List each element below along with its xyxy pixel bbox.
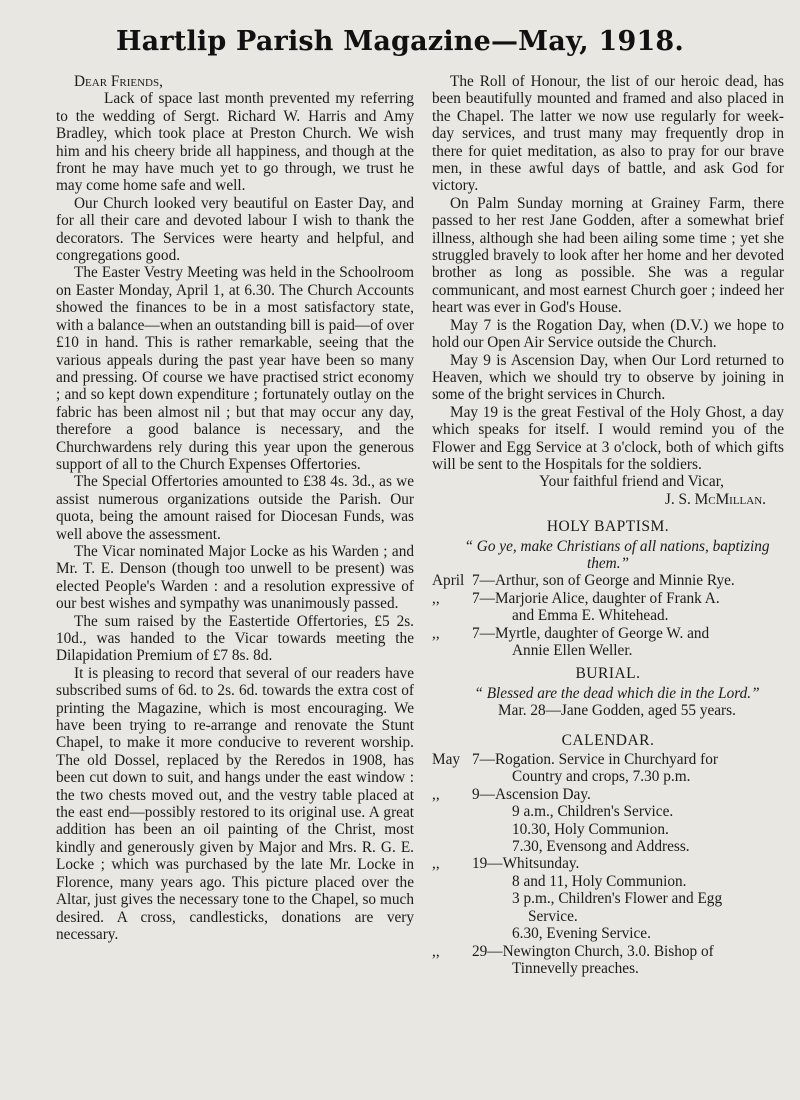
paragraph-whitsun: May 19 is the great Festival of the Holy Ghost, a day which speaks for itself. I would remind you of the Flower and Egg Service at 3 o'clock, both of which gifts will be sent to the Hospitals for the soldiers.	[432, 403, 784, 473]
paragraph-roll-of-honour: The Roll of Honour, the list of our heroic dead, has been beautifully mounted and framed and also placed in the Chapel. The latter we now use regularly for week-day services, and trust many may frequently drop in there for quiet meditation, as also to pray for our brave men, in these awful days of battle, and ask God for victory.	[432, 73, 784, 195]
entry-month: ,,	[432, 942, 440, 960]
entry-continuation: 3 p.m., Children's Flower and Egg	[512, 890, 723, 908]
calendar-entry	[432, 943, 784, 978]
paragraph-special-offertories: The Special Offertories amounted to £38 4s. 3d., as we assist numerous organizations outside the Parish. Our quota, being the amount raised for Diocesan Funds, was well above the assessment.	[56, 473, 414, 543]
entry-continuation: and Emma E. Whitehead.	[512, 607, 669, 625]
entry-continuation: Service.	[528, 907, 578, 925]
entry-text: 9—Ascension Day.	[472, 785, 591, 803]
paragraph-rogation: May 7 is the Rogation Day, when (D.V.) we hope to hold our Open Air Service outside the Church.	[432, 316, 784, 352]
entry-text: 7—Marjorie Alice, daughter of Frank A.	[472, 589, 720, 607]
baptism-entry	[432, 590, 784, 625]
entry-continuation: 8 and 11, Holy Communion.	[512, 872, 687, 890]
paragraph-easter-day: Our Church looked very beautiful on Easter Day, and for all their care and devoted labour I wish to thank the decorators. The Services were hearty and helpful, and congregations good.	[56, 194, 414, 265]
entry-continuation: 10.30, Holy Communion.	[512, 820, 669, 838]
signature-name: J. S. McMillan.	[664, 490, 766, 508]
entry-text: 7—Rogation. Service in Churchyard for	[472, 751, 718, 769]
baptism-entry	[432, 625, 784, 660]
entry-continuation: Country and crops, 7.30 p.m.	[512, 768, 691, 786]
baptism-quote: “ Go ye, make Christians of all nations, baptizing them.”	[464, 537, 770, 572]
entry-month: May	[432, 751, 461, 769]
entry-text: 19—Whitsunday.	[472, 855, 580, 873]
entry-continuation: 9 a.m., Children's Service.	[512, 803, 674, 821]
left-column	[56, 73, 414, 943]
burial-heading: BURIAL.	[575, 665, 641, 683]
calendar-entry	[432, 786, 784, 856]
calendar-heading: CALENDAR.	[561, 731, 655, 749]
entry-text: 29—Newington Church, 3.0. Bishop of	[472, 942, 714, 960]
page-title: Hartlip Parish Magazine—May, 1918.	[115, 26, 685, 57]
salutation: Dear Friends,	[74, 73, 163, 90]
paragraph-wardens: The Vicar nominated Major Locke as his Warden ; and Mr. T. E. Denson (though too unwell to be present) was elected People's Warden : and a resolution expressive of our best wishes and sympathy was unanimously passed.	[56, 542, 414, 613]
signoff: Your faithful friend and Vicar,	[539, 473, 724, 491]
burial-quote: “ Blessed are the dead which die in the Lord.”	[474, 684, 760, 702]
entry-month: ,,	[432, 785, 440, 803]
paragraph-stunt-chapel: It is pleasing to record that several of our readers have subscribed sums of 6d. to 2s. 6d. towards the extra cost of printing the Magazine, which is most encouraging. We have been trying to re-arrange and renovate the Stunt Chapel, to make it more conducive to reverent worship. The old Dossel, replaced by the Reredos in 1908, has been cut down to suit, and hangs under the east window : the two chests moved out, and the vestry table placed at the east end—possibly restored to its original use. A great addition has been an oil painting of the Christ, most kindly and generously given by Major and Mrs. R. G. E. Locke ; which was purchased by the late Mr. Locke in Florence, many years ago. This picture placed over the Altar, just gives the necessary tone to the Chapel, so much desired. A cross, candlesticks, donations are very necessary.	[56, 664, 414, 943]
paragraph-wedding: Lack of space last month prevented my referring to the wedding of Sergt. Richard W. Harris and Amy Bradley, which took place at Preston Church. We wish him and his cheery bride all happiness, and though at the front he may have much yet to go through, we trust he may come home safe and well.	[56, 90, 414, 195]
right-column	[432, 73, 784, 977]
entry-month: ,,	[432, 624, 440, 642]
entry-continuation: Tinnevelly preaches.	[512, 959, 639, 977]
entry-continuation: Annie Ellen Weller.	[512, 642, 633, 659]
baptism-entry	[432, 572, 784, 589]
entry-text: 7—Myrtle, daughter of George W. and	[472, 624, 710, 642]
entry-month: April	[432, 572, 465, 590]
paragraph-jane-godden: On Palm Sunday morning at Grainey Farm, there passed to her rest Jane Godden, after a somewhat brief illness, although she had been ailing some time ; yet she struggled bravely to look after her home and her devoted brother as long as possible. She was a regular communicant, and most earnest Church goer ; indeed her heart was ever in God's House.	[432, 194, 784, 317]
entry-month: ,,	[432, 589, 440, 607]
calendar-entry	[432, 751, 784, 786]
paragraph-eastertide-offertories: The sum raised by the Eastertide Offertories, £5 2s. 10d., was handed to the Vicar towards meeting the Dilapidation Premium of £7 8s. 8d.	[56, 612, 414, 665]
burial-entry: Mar. 28—Jane Godden, aged 55 years.	[498, 702, 736, 720]
paragraph-ascension: May 9 is Ascension Day, when Our Lord returned to Heaven, which we should try to observe by joining in some of the bright services in Church.	[432, 351, 784, 404]
entry-month: ,,	[432, 855, 440, 873]
paragraph-vestry-meeting: The Easter Vestry Meeting was held in the Schoolroom on Easter Monday, April 1, at 6.30. The Church Accounts showed the finances to be in a most satisfactory state, with a balance—when an outstanding bill is paid—of over £10 in hand. This is rather remarkable, seeing that the various appeals during the past year have been so many and pressing. Of course we have practised strict economy ; and so kept down expenditure ; fortunately outlay on the fabric has been almost nil ; but that may occur any day, therefore a good balance is necessary, and the Churchwardens rely during this year upon the generous support of all to the Church Expenses Offertories.	[56, 264, 414, 473]
baptism-heading: HOLY BAPTISM.	[546, 518, 670, 536]
entry-continuation: 6.30, Evening Service.	[512, 925, 651, 943]
entry-text: 7—Arthur, son of George and Minnie Rye.	[472, 572, 735, 590]
calendar-entry	[432, 855, 784, 942]
entry-continuation: 7.30, Evensong and Address.	[512, 838, 690, 856]
